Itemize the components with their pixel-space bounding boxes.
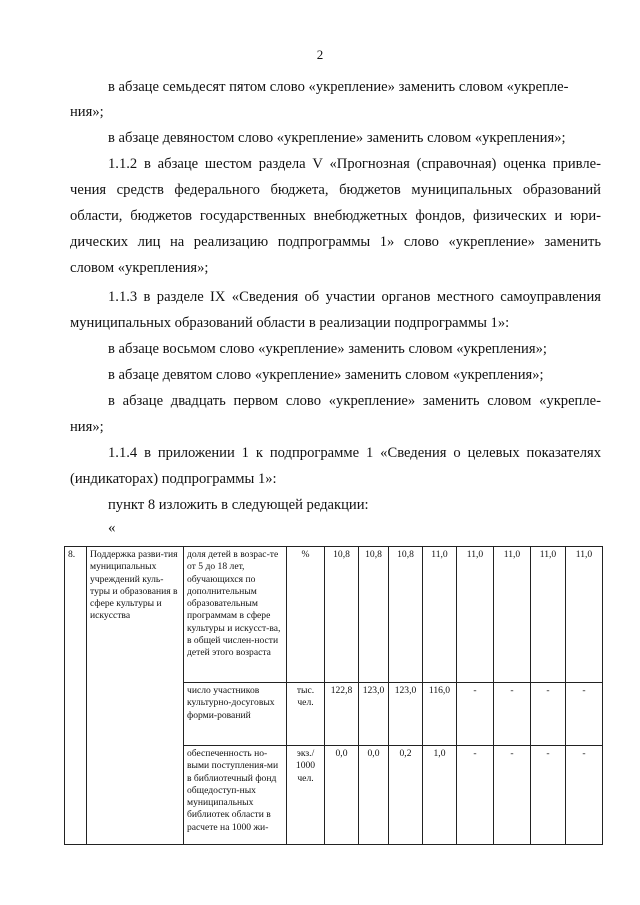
value-cell: 10,8 [359, 547, 389, 683]
value-cell: 123,0 [389, 683, 423, 746]
value-cell: 10,8 [325, 547, 359, 683]
value-cell: 1,0 [423, 746, 457, 845]
paragraph-line: в абзаце девятом слово «укрепление» заменить словом «укрепления»; [108, 367, 544, 383]
indicators-table [64, 546, 603, 845]
value-cell: 11,0 [423, 547, 457, 683]
paragraph-line: ния»; [70, 104, 104, 120]
unit-cell: экз./ 1000 чел. [287, 746, 325, 845]
paragraph-line: области, бюджетов государственных внебюджетных фондов, физических и юри- [70, 208, 601, 224]
paragraph-line: в абзаце девяностом слово «укрепление» заменить словом «укрепления»; [108, 130, 566, 146]
paragraph-line: пункт 8 изложить в следующей редакции: [108, 497, 369, 513]
indicator-cell: обеспеченность но-выми поступления-ми в библиотечный фонд общедоступ-ных муниципальных библиотек области в расчете на 1000 жи- [184, 746, 287, 845]
value-cell: - [531, 683, 566, 746]
value-cell: 0,0 [325, 746, 359, 845]
paragraph-line: чения средств федерального бюджета, бюджетов муниципальных образований [70, 182, 601, 198]
value-cell: - [494, 683, 531, 746]
value-cell: 10,8 [389, 547, 423, 683]
value-cell: - [457, 683, 494, 746]
unit-cell: % [287, 547, 325, 683]
value-cell: - [531, 746, 566, 845]
page-number: 2 [316, 47, 324, 62]
paragraph-line: в абзаце семьдесят пятом слово «укрепление» заменить словом «укрепле- [108, 79, 569, 95]
paragraph-line: в абзаце двадцать первом слово «укрепление» заменить словом «укрепле- [108, 393, 601, 409]
value-cell: - [457, 746, 494, 845]
paragraph-line: (индикаторах) подпрограммы 1»: [70, 471, 277, 487]
value-cell: - [494, 746, 531, 845]
paragraph-line: 1.1.3 в разделе IX «Сведения об участии органов местного самоуправления [108, 289, 601, 305]
value-cell: 11,0 [457, 547, 494, 683]
paragraph-line: 1.1.2 в абзаце шестом раздела V «Прогнозная (справочная) оценка привле- [108, 156, 601, 172]
value-cell: 0,0 [359, 746, 389, 845]
item-number: 8. [65, 547, 87, 845]
open-quote: « [108, 520, 116, 536]
value-cell: 0,2 [389, 746, 423, 845]
paragraph-line: муниципальных образований области в реализации подпрограммы 1»: [70, 315, 510, 331]
value-cell: 11,0 [531, 547, 566, 683]
paragraph-line: ния»; [70, 419, 104, 435]
item-title: Поддержка разви-тия муниципальных учреждений куль-туры и образования в сфере культуры и искусства [87, 547, 184, 845]
value-cell: 122,8 [325, 683, 359, 746]
table-row [65, 547, 603, 683]
value-cell: 11,0 [566, 547, 603, 683]
value-cell: - [566, 746, 603, 845]
indicator-cell: доля детей в возрас-те от 5 до 18 лет, обучающихся по дополнительным образовательным программам в сфере культуры и искусст-ва, в общей числен-ности детей этого возраста [184, 547, 287, 683]
value-cell: 116,0 [423, 683, 457, 746]
paragraph-line: словом «укрепления»; [70, 260, 209, 276]
indicator-cell: число участников культурно-досуговых форми-рований [184, 683, 287, 746]
value-cell: - [566, 683, 603, 746]
paragraph-line: 1.1.4 в приложении 1 к подпрограмме 1 «Сведения о целевых показателях [108, 445, 601, 461]
paragraph-line: дических лиц на реализацию подпрограммы 1» слово «укрепление» заменить [70, 234, 601, 250]
value-cell: 11,0 [494, 547, 531, 683]
unit-cell: тыс. чел. [287, 683, 325, 746]
paragraph-line: в абзаце восьмом слово «укрепление» заменить словом «укрепления»; [108, 341, 547, 357]
value-cell: 123,0 [359, 683, 389, 746]
